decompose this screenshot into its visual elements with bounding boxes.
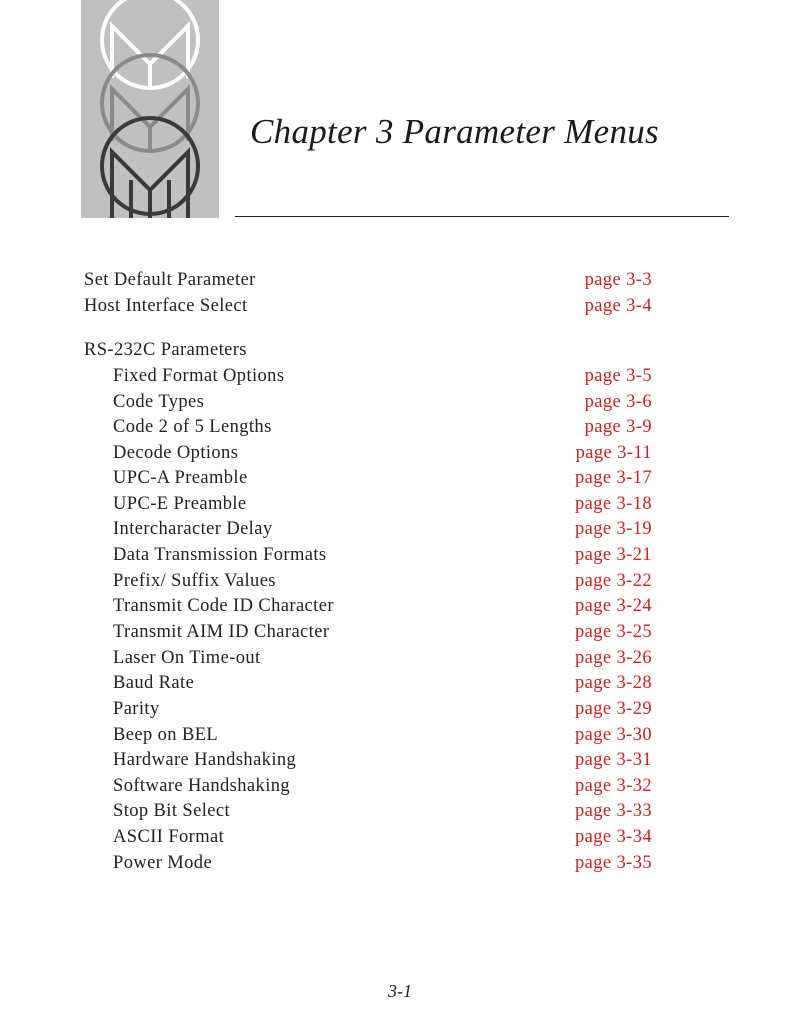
toc-sub-entry[interactable]: [0, 773, 808, 799]
toc-page-link[interactable]: page 3-5: [584, 366, 652, 386]
toc-sub-entry[interactable]: [0, 568, 808, 594]
toc-entry-label: Transmit Code ID Character: [113, 596, 334, 616]
toc-sub-entry[interactable]: [0, 414, 808, 440]
toc-sub-entry[interactable]: [0, 798, 808, 824]
toc-page-link[interactable]: page 3-9: [584, 417, 652, 437]
toc-entry-label: Beep on BEL: [113, 725, 219, 745]
toc-entry[interactable]: [0, 267, 808, 293]
toc-entry-label: Host Interface Select: [84, 296, 248, 316]
toc-entry-label: Power Mode: [113, 853, 213, 873]
toc-section-heading-label: RS-232C Parameters: [84, 340, 247, 360]
toc-page-link[interactable]: page 3-19: [574, 519, 652, 539]
toc-page-link[interactable]: page 3-32: [574, 776, 652, 796]
toc-sub-entry[interactable]: [0, 593, 808, 619]
toc-sub-entry[interactable]: [0, 491, 808, 517]
title-divider: [235, 216, 729, 217]
toc-sub-entry[interactable]: [0, 389, 808, 415]
toc-entry-label: Fixed Format Options: [113, 366, 285, 386]
toc-page-link[interactable]: page 3-6: [584, 392, 652, 412]
toc-sub-entry[interactable]: [0, 670, 808, 696]
toc-sub-entry[interactable]: [0, 542, 808, 568]
toc-page-link[interactable]: page 3-29: [574, 699, 652, 719]
toc-page-link[interactable]: page 3-11: [575, 443, 652, 463]
toc-sub-entry[interactable]: [0, 850, 808, 876]
toc-entry-label: UPC-A Preamble: [113, 468, 248, 488]
toc-sub-entry[interactable]: [0, 465, 808, 491]
toc-entry-label: Baud Rate: [113, 673, 195, 693]
toc-entry-label: Code Types: [113, 392, 205, 412]
toc-page-link[interactable]: page 3-31: [574, 750, 652, 770]
toc-page-link[interactable]: page 3-28: [574, 673, 652, 693]
scanner-logo-icon: [81, 0, 219, 218]
toc-entry-label: Software Handshaking: [113, 776, 291, 796]
toc-page-link[interactable]: page 3-17: [574, 468, 652, 488]
toc-entry-label: Stop Bit Select: [113, 801, 230, 821]
toc-sub-entry[interactable]: [0, 747, 808, 773]
toc-page-link[interactable]: page 3-21: [574, 545, 652, 565]
toc-entry-label: Parity: [113, 699, 160, 719]
page-number: 3-1: [388, 981, 412, 1001]
toc-entry-label: Transmit AIM ID Character: [113, 622, 330, 642]
toc-page-link[interactable]: page 3-26: [574, 648, 652, 668]
toc-page-link[interactable]: page 3-34: [574, 827, 652, 847]
chapter-logo: [81, 0, 219, 218]
toc-entry-label: Code 2 of 5 Lengths: [113, 417, 272, 437]
toc-entry-label: Set Default Parameter: [84, 270, 256, 290]
toc-page-link[interactable]: page 3-18: [574, 494, 652, 514]
toc-sub-entry[interactable]: [0, 824, 808, 850]
toc-sub-entry[interactable]: [0, 516, 808, 542]
toc-page-link[interactable]: page 3-35: [574, 853, 652, 873]
toc-sub-entry[interactable]: [0, 440, 808, 466]
toc-entry-label: Prefix/ Suffix Values: [113, 571, 276, 591]
toc-entry-label: Decode Options: [113, 443, 239, 463]
toc-section-heading: [0, 337, 808, 363]
toc-entry-label: ASCII Format: [113, 827, 225, 847]
toc-page-link[interactable]: page 3-25: [574, 622, 652, 642]
toc-page-link[interactable]: page 3-22: [574, 571, 652, 591]
toc-entry[interactable]: [0, 293, 808, 319]
toc-sub-entry[interactable]: [0, 363, 808, 389]
toc-page-link[interactable]: page 3-30: [574, 725, 652, 745]
toc-entry-label: Data Transmission Formats: [113, 545, 327, 565]
toc-page-link[interactable]: page 3-4: [584, 296, 652, 316]
chapter-title: Chapter 3 Parameter Menus: [250, 112, 659, 151]
toc-page-link[interactable]: page 3-24: [574, 596, 652, 616]
toc-page-link[interactable]: page 3-3: [584, 270, 652, 290]
toc-entry-label: Intercharacter Delay: [113, 519, 273, 539]
toc-sub-entry[interactable]: [0, 645, 808, 671]
toc-entry-label: Laser On Time-out: [113, 648, 261, 668]
toc-sub-entry[interactable]: [0, 696, 808, 722]
toc-sub-entry[interactable]: [0, 722, 808, 748]
toc-sub-entry[interactable]: [0, 619, 808, 645]
toc-page-link[interactable]: page 3-33: [574, 801, 652, 821]
toc-entry-label: Hardware Handshaking: [113, 750, 297, 770]
toc-entry-label: UPC-E Preamble: [113, 494, 247, 514]
